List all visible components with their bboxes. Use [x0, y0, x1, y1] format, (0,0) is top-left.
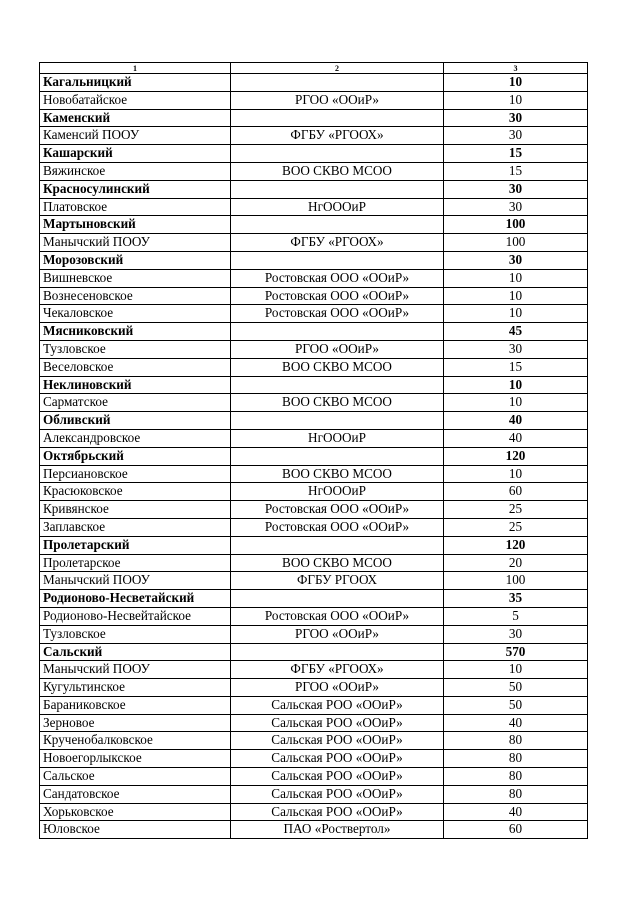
- allocation-table: [39, 62, 588, 839]
- organization-cell: ВОО СКВО МСОО: [231, 554, 444, 572]
- organization-cell: [231, 109, 444, 127]
- organization-cell: Ростовская ООО «ООиР»: [231, 501, 444, 519]
- organization-cell: РГОО «ООиР»: [231, 679, 444, 697]
- name-cell: Бараниковское: [40, 696, 231, 714]
- name-cell: Родионово-Несвейтайское: [40, 607, 231, 625]
- organization-cell: ФГБУ «РГООХ»: [231, 127, 444, 145]
- name-cell: Мясниковский: [40, 323, 231, 341]
- organization-cell: РГОО «ООиР»: [231, 340, 444, 358]
- name-cell: Красюковское: [40, 483, 231, 501]
- organization-cell: Сальская РОО «ООиР»: [231, 785, 444, 803]
- quantity-cell: 60: [444, 483, 588, 501]
- name-cell: Октябрьский: [40, 447, 231, 465]
- table-row: [40, 465, 588, 483]
- name-cell: Персиановское: [40, 465, 231, 483]
- quantity-cell: 35: [444, 590, 588, 608]
- organization-cell: ФГБУ РГООХ: [231, 572, 444, 590]
- table-row: [40, 732, 588, 750]
- organization-cell: НгОООиР: [231, 429, 444, 447]
- table-row: [40, 554, 588, 572]
- quantity-cell: 570: [444, 643, 588, 661]
- name-cell: Сарматское: [40, 394, 231, 412]
- table-row: [40, 287, 588, 305]
- name-cell: Зерновое: [40, 714, 231, 732]
- table-row: [40, 607, 588, 625]
- organization-cell: Сальская РОО «ООиР»: [231, 750, 444, 768]
- table-row: [40, 358, 588, 376]
- quantity-cell: 10: [444, 287, 588, 305]
- organization-cell: Сальская РОО «ООиР»: [231, 696, 444, 714]
- organization-cell: [231, 536, 444, 554]
- name-cell: Вознесеновское: [40, 287, 231, 305]
- quantity-cell: 60: [444, 821, 588, 839]
- table-row: [40, 661, 588, 679]
- district-row: [40, 109, 588, 127]
- organization-cell: Ростовская ООО «ООиР»: [231, 269, 444, 287]
- organization-cell: Ростовская ООО «ООиР»: [231, 607, 444, 625]
- name-cell: Манычский ПООУ: [40, 661, 231, 679]
- name-cell: Новобатайское: [40, 91, 231, 109]
- organization-cell: [231, 447, 444, 465]
- name-cell: Кашарский: [40, 145, 231, 163]
- district-row: [40, 590, 588, 608]
- name-cell: Крученобалковское: [40, 732, 231, 750]
- name-cell: Вяжинское: [40, 162, 231, 180]
- name-cell: Каменский: [40, 109, 231, 127]
- table-row: [40, 340, 588, 358]
- name-cell: Сальский: [40, 643, 231, 661]
- district-row: [40, 412, 588, 430]
- quantity-cell: 25: [444, 501, 588, 519]
- quantity-cell: 10: [444, 465, 588, 483]
- column-header-2: 2: [231, 63, 444, 74]
- table-row: [40, 91, 588, 109]
- quantity-cell: 5: [444, 607, 588, 625]
- table-row: [40, 625, 588, 643]
- quantity-cell: 10: [444, 394, 588, 412]
- quantity-cell: 15: [444, 145, 588, 163]
- table-row: [40, 679, 588, 697]
- district-row: [40, 216, 588, 234]
- table-row: [40, 501, 588, 519]
- organization-cell: Сальская РОО «ООиР»: [231, 768, 444, 786]
- organization-cell: ФГБУ «РГООХ»: [231, 234, 444, 252]
- quantity-cell: 50: [444, 696, 588, 714]
- table-row: [40, 768, 588, 786]
- table-row: [40, 803, 588, 821]
- district-row: [40, 536, 588, 554]
- table-header-row: [40, 63, 588, 74]
- table-body: [40, 74, 588, 839]
- name-cell: Обливский: [40, 412, 231, 430]
- name-cell: Сандатовское: [40, 785, 231, 803]
- organization-cell: ВОО СКВО МСОО: [231, 358, 444, 376]
- name-cell: Родионово-Несветайский: [40, 590, 231, 608]
- name-cell: Пролетарское: [40, 554, 231, 572]
- organization-cell: ВОО СКВО МСОО: [231, 394, 444, 412]
- table-row: [40, 714, 588, 732]
- quantity-cell: 30: [444, 180, 588, 198]
- organization-cell: ПАО «Роствертол»: [231, 821, 444, 839]
- quantity-cell: 120: [444, 536, 588, 554]
- organization-cell: ФГБУ «РГООХ»: [231, 661, 444, 679]
- quantity-cell: 30: [444, 251, 588, 269]
- name-cell: Кагальницкий: [40, 74, 231, 92]
- quantity-cell: 80: [444, 732, 588, 750]
- organization-cell: [231, 376, 444, 394]
- table-row: [40, 394, 588, 412]
- quantity-cell: 20: [444, 554, 588, 572]
- organization-cell: [231, 180, 444, 198]
- quantity-cell: 15: [444, 162, 588, 180]
- name-cell: Тузловское: [40, 340, 231, 358]
- column-header-3: 3: [444, 63, 588, 74]
- name-cell: Сальское: [40, 768, 231, 786]
- quantity-cell: 40: [444, 803, 588, 821]
- table-row: [40, 821, 588, 839]
- quantity-cell: 10: [444, 376, 588, 394]
- table-row: [40, 305, 588, 323]
- table-row: [40, 127, 588, 145]
- name-cell: Каменсий ПООУ: [40, 127, 231, 145]
- organization-cell: Сальская РОО «ООиР»: [231, 732, 444, 750]
- organization-cell: [231, 323, 444, 341]
- name-cell: Платовское: [40, 198, 231, 216]
- name-cell: Мартыновский: [40, 216, 231, 234]
- quantity-cell: 80: [444, 768, 588, 786]
- name-cell: Манычский ПООУ: [40, 234, 231, 252]
- organization-cell: Сальская РОО «ООиР»: [231, 803, 444, 821]
- organization-cell: ВОО СКВО МСОО: [231, 162, 444, 180]
- quantity-cell: 10: [444, 74, 588, 92]
- quantity-cell: 100: [444, 216, 588, 234]
- name-cell: Манычский ПООУ: [40, 572, 231, 590]
- name-cell: Веселовское: [40, 358, 231, 376]
- table-row: [40, 429, 588, 447]
- organization-cell: РГОО «ООиР»: [231, 91, 444, 109]
- organization-cell: Ростовская ООО «ООиР»: [231, 518, 444, 536]
- quantity-cell: 30: [444, 625, 588, 643]
- table-row: [40, 750, 588, 768]
- name-cell: Чекаловское: [40, 305, 231, 323]
- quantity-cell: 10: [444, 269, 588, 287]
- name-cell: Юловское: [40, 821, 231, 839]
- organization-cell: [231, 216, 444, 234]
- name-cell: Тузловское: [40, 625, 231, 643]
- quantity-cell: 80: [444, 785, 588, 803]
- table-row: [40, 518, 588, 536]
- quantity-cell: 100: [444, 572, 588, 590]
- table-row: [40, 234, 588, 252]
- organization-cell: [231, 643, 444, 661]
- quantity-cell: 100: [444, 234, 588, 252]
- district-row: [40, 323, 588, 341]
- table-row: [40, 696, 588, 714]
- organization-cell: ВОО СКВО МСОО: [231, 465, 444, 483]
- organization-cell: Сальская РОО «ООиР»: [231, 714, 444, 732]
- quantity-cell: 25: [444, 518, 588, 536]
- name-cell: Кугультинское: [40, 679, 231, 697]
- organization-cell: [231, 251, 444, 269]
- quantity-cell: 40: [444, 429, 588, 447]
- district-row: [40, 251, 588, 269]
- name-cell: Вишневское: [40, 269, 231, 287]
- organization-cell: [231, 590, 444, 608]
- name-cell: Морозовский: [40, 251, 231, 269]
- quantity-cell: 30: [444, 340, 588, 358]
- organization-cell: [231, 74, 444, 92]
- quantity-cell: 30: [444, 127, 588, 145]
- table-row: [40, 162, 588, 180]
- organization-cell: РГОО «ООиР»: [231, 625, 444, 643]
- name-cell: Красносулинский: [40, 180, 231, 198]
- organization-cell: НгОООиР: [231, 483, 444, 501]
- table-row: [40, 198, 588, 216]
- table-row: [40, 785, 588, 803]
- quantity-cell: 45: [444, 323, 588, 341]
- organization-cell: Ростовская ООО «ООиР»: [231, 305, 444, 323]
- name-cell: Неклиновский: [40, 376, 231, 394]
- table-row: [40, 269, 588, 287]
- quantity-cell: 120: [444, 447, 588, 465]
- district-row: [40, 376, 588, 394]
- quantity-cell: 10: [444, 661, 588, 679]
- name-cell: Кривянское: [40, 501, 231, 519]
- quantity-cell: 50: [444, 679, 588, 697]
- name-cell: Новоегорлыкское: [40, 750, 231, 768]
- name-cell: Хорьковское: [40, 803, 231, 821]
- quantity-cell: 40: [444, 714, 588, 732]
- quantity-cell: 40: [444, 412, 588, 430]
- organization-cell: [231, 412, 444, 430]
- organization-cell: Ростовская ООО «ООиР»: [231, 287, 444, 305]
- name-cell: Заплавское: [40, 518, 231, 536]
- district-row: [40, 447, 588, 465]
- quantity-cell: 30: [444, 198, 588, 216]
- district-row: [40, 180, 588, 198]
- district-row: [40, 145, 588, 163]
- table-row: [40, 572, 588, 590]
- district-row: [40, 643, 588, 661]
- organization-cell: НгОООиР: [231, 198, 444, 216]
- quantity-cell: 10: [444, 91, 588, 109]
- name-cell: Александровское: [40, 429, 231, 447]
- quantity-cell: 10: [444, 305, 588, 323]
- quantity-cell: 15: [444, 358, 588, 376]
- column-header-1: 1: [40, 63, 231, 74]
- quantity-cell: 30: [444, 109, 588, 127]
- quantity-cell: 80: [444, 750, 588, 768]
- name-cell: Пролетарский: [40, 536, 231, 554]
- district-row: [40, 74, 588, 92]
- table-row: [40, 483, 588, 501]
- organization-cell: [231, 145, 444, 163]
